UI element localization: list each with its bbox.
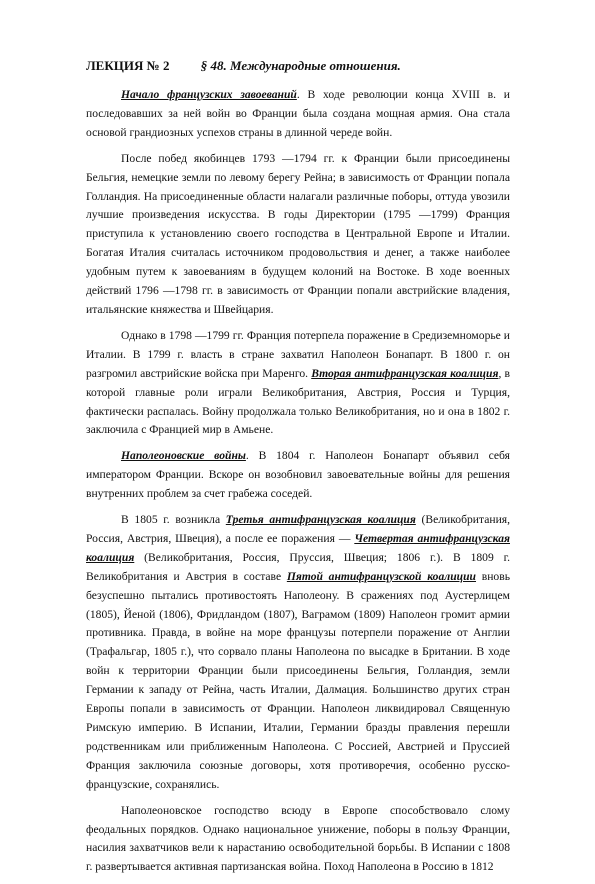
- paragraph-napoleonic-dominance: [86, 802, 510, 878]
- paragraph-napoleonic-wars: [86, 447, 510, 504]
- paragraph-jacobin-victories: [86, 150, 510, 320]
- lecture-heading: [86, 56, 510, 76]
- paragraph-coalitions: [86, 511, 510, 795]
- paragraph-text: В 1805 г. возникла: [121, 513, 226, 527]
- paragraph-lead: Наполеоновские войны: [121, 449, 246, 463]
- section-title: § 48. Международные отношения.: [200, 58, 401, 73]
- paragraph-lead: Начало французских завоеваний: [121, 88, 297, 101]
- paragraph-text: (Великобритания, Россия, Пруссия, Швеция; 1806 г.). В 1809 г. Великобритания и Австрия в составе: [86, 550, 510, 583]
- paragraph-second-coalition: [86, 327, 510, 440]
- paragraph-conquests: [86, 86, 510, 143]
- paragraph-text: . В 1804 г. Наполеон Бонапарт объявил себя императором Франции. Вскоре он возобновил завоевательные войны для решения внутренних проблем за счет грабежа соседей.: [86, 449, 510, 501]
- paragraph-text: . В ходе революции конца XVIII в. и последовавших за ней войн во Франции была создана мощная армия. Она стала основой грандиозных успехов страны в длинной череде войн.: [86, 88, 511, 139]
- lecture-page: [86, 56, 510, 884]
- paragraph-text: (Великобритания, Россия, Австрия, Швеция), а после ее поражения —: [86, 513, 511, 545]
- paragraph-text: вновь безуспешно пытались противостоять Наполеону. В сражениях под Аустерлицем (1805), Йеной (1806), Фридландом (1807), Ваграмом (1809) Наполеон громит армии противника. Правда, в войне на море французы потерпели поражение от Англии (Трафальгар, 1805 г.), что сорвало планы Наполеона по высадке в Британии. В ходе войн к территории Франции были присоединены Бельгия, Голландия, земли Германии к западу от Рейна, часть Италии, Далмация. Большинство других стран Европы попали в зависимость от Франции. Наполеон ликвидировал Священную Римскую империю. В Испании, Италии, Германии бразды правления перешли родственникам или приближенным Наполеона. С Россией, Австрией и Пруссией Франция заключила союзные договоры, хотя противоречия, особенно русско-французские, сохранялись.: [86, 569, 510, 791]
- paragraph-text: Однако в 1798 —1799 гг. Франция потерпела поражение в Средиземноморье и Италии. В 1799 г. власть в стране захватил Наполеон Бонапарт. В 1800 г. он разгромил австрийские войска при Маренго.: [86, 328, 510, 380]
- paragraph-text: После побед якобинцев 1793 —1794 гг. к Франции были присоединены Бельгия, немецкие земли по левому берегу Рейна; в зависимость от Франции попала Голландия. На присоединенные области налагали различные поборы, оттуда увозили лучшие произведения искусства. В годы Директории (1795 —1799) Франция приступила к установлению своего господства в Центральной Европе и Италии. Богатая Италия считалась источником продовольствия и денег, а также наиболее удобным путем к завоеваниям в будущем колоний на Востоке. В ходе военных действий 1796 —1798 гг. в зависимость от Франции попали австрийские владения, итальянские княжества и Швейцария.: [86, 151, 510, 316]
- lecture-number: ЛЕКЦИЯ № 2: [86, 58, 170, 73]
- term-second-coalition: Вторая антифранцузская коалиция: [311, 366, 499, 380]
- term-fourth-coalition: Четвертая антифранцузская коалиция: [86, 531, 510, 564]
- term-third-coalition: Третья антифранцузская коалиция: [225, 513, 416, 527]
- term-fifth-coalition: Пятой антифранцузской коалиции: [286, 569, 477, 583]
- paragraph-text: Наполеоновское господство всюду в Европе способствовало слому феодальных порядков. Однако национальное унижение, поборы в пользу Франции, насилия захватчиков вели к нарастанию освободительной борьбы. В Испании с 1808 г. развертывается активная партизанская война. Поход Наполеона в Россию в 1812: [86, 803, 510, 874]
- paragraph-text: , в которой главные роли играли Великобритания, Австрия, Россия и Турция, фактически распалась. Войну продолжала только Великобритания, но и она в 1802 г. заключила с Францией мир в Амьене.: [86, 366, 510, 437]
